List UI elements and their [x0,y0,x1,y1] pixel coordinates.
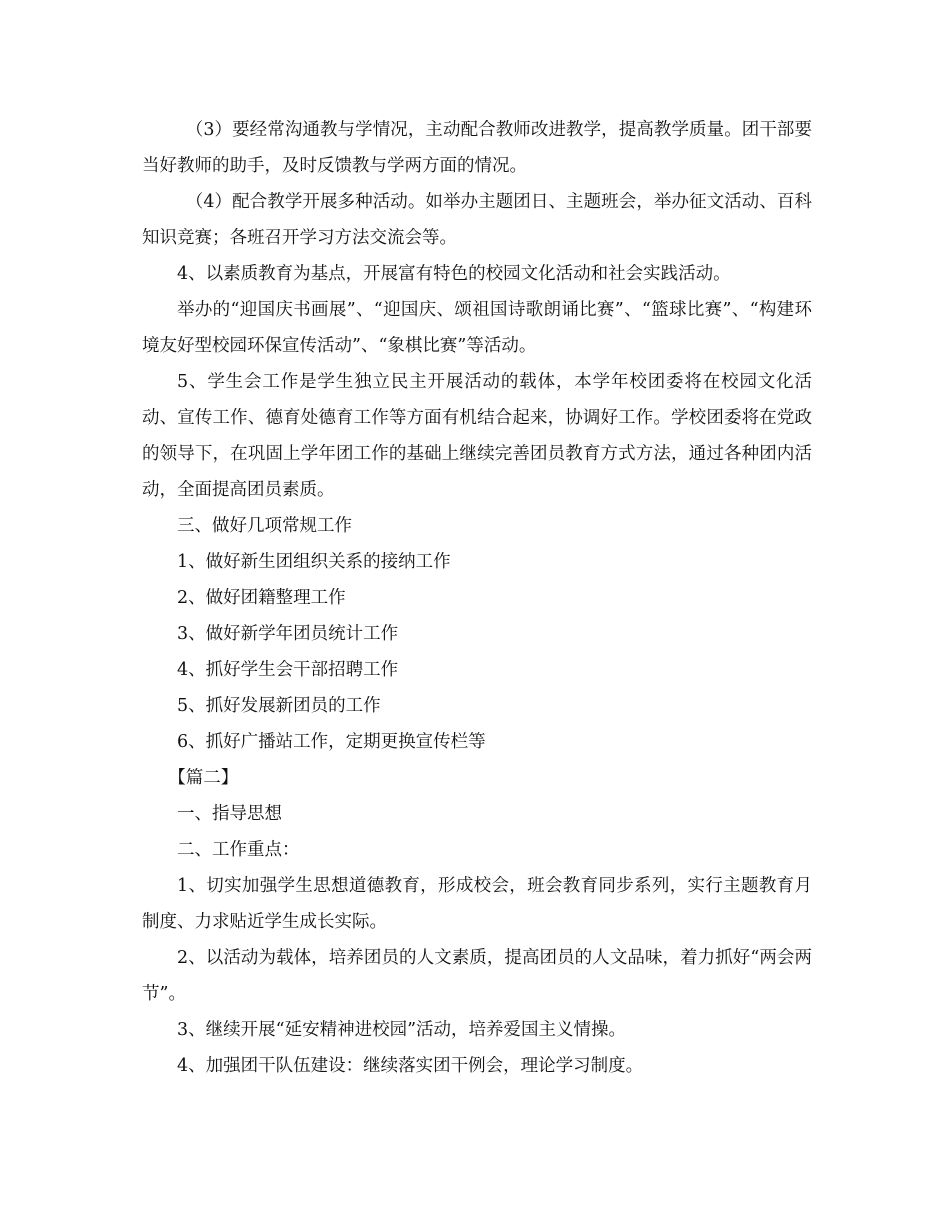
paragraph: 4、加强团干队伍建设：继续落实团干例会，理论学习制度。 [177,1056,644,1076]
paragraph: （4）配合教学开展多种活动。如举办主题团日、主题班会，举办征文活动、百科知识竞赛；各班召开学习方法交流会等。 [142,192,812,248]
section-heading: 三、做好几项常规工作 [177,516,352,536]
list-item: 4、抓好学生会干部招聘工作 [177,660,399,680]
section-heading: 二、工作重点： [177,840,300,860]
list-item: 3、做好新学年团员统计工作 [177,624,399,644]
part-heading: 【篇二】 [168,768,239,788]
paragraph: 举办的“迎国庆书画展”、“迎国庆、颂祖国诗歌朗诵比赛”、“篮球比赛”、“构建环境友好型校园环保宣传活动”、“象棋比赛”等活动。 [142,300,812,356]
list-item: 1、做好新生团组织关系的接纳工作 [177,552,451,572]
paragraph: 2、以活动为载体，培养团员的人文素质，提高团员的人文品味，着力抓好“两会两节”。 [142,948,812,1004]
list-item: 2、做好团籍整理工作 [177,588,346,608]
document-body [142,112,812,1084]
list-item: 6、抓好广播站工作，定期更换宣传栏等 [177,732,486,752]
paragraph: 1、切实加强学生思想道德教育，形成校会，班会教育同步系列，实行主题教育月制度、力求贴近学生成长实际。 [142,876,812,932]
paragraph: 4、以素质教育为基点，开展富有特色的校园文化活动和社会实践活动。 [177,264,731,284]
list-item: 5、抓好发展新团员的工作 [177,696,381,716]
section-heading: 一、指导思想 [177,804,282,824]
paragraph: （3）要经常沟通教与学情况，主动配合教师改进教学，提高教学质量。团干部要当好教师的助手，及时反馈教与学两方面的情况。 [142,120,812,176]
paragraph: 5、学生会工作是学生独立民主开展活动的载体，本学年校团委将在校园文化活动、宣传工作、德育处德育工作等方面有机结合起来，协调好工作。学校团委将在党政的领导下，在巩固上学年团工作的基础上继续完善团员教育方式方法，通过各种团内活动，全面提高团员素质。 [142,372,812,500]
paragraph: 3、继续开展“延安精神进校园”活动，培养爱国主义情操。 [177,1020,627,1040]
